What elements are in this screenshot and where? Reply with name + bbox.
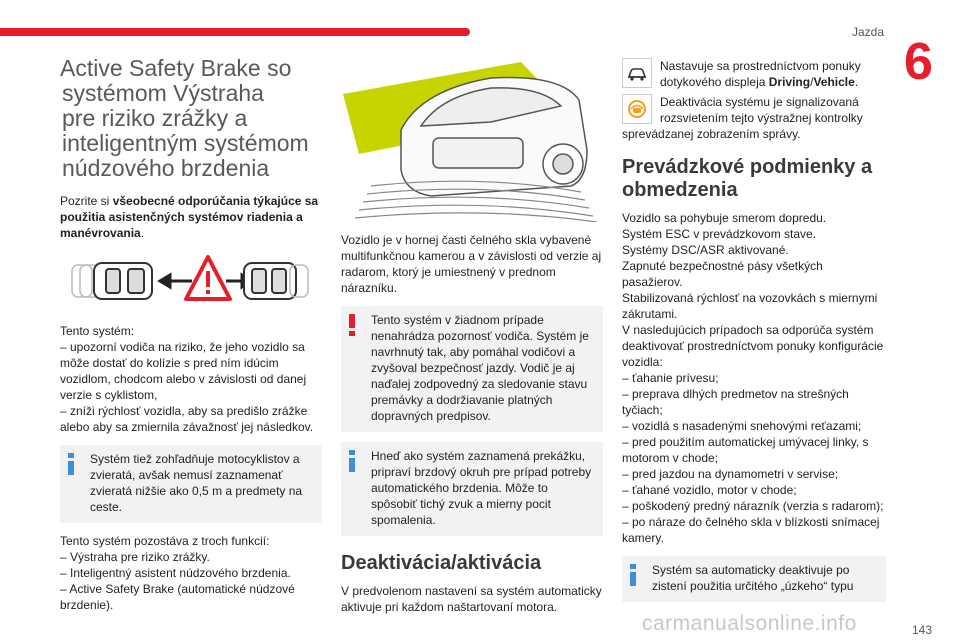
info-icon — [349, 450, 355, 472]
exclamation-icon — [349, 314, 355, 336]
collision-diagram — [68, 251, 314, 311]
title-line: núdzového brzdenia — [62, 155, 270, 181]
menu-vehicle: Vehicle — [813, 75, 855, 89]
title-line: Active Safety Brake so — [60, 55, 292, 81]
info-note: Hneď ako systém zaznamená prekážku, pripraví brzdový okruh pre prípad potreby automatického brzdenia. Môže to spôsobiť tichý zvuk a mierny pocit spomalenia. — [341, 442, 603, 536]
warning-note: Tento systém v žiadnom prípade nenahrádza pozornosť vodiča. Systém je navrhnutý tak, aby pomáhal vodičovi a zvyšoval bezpečnosť jazdy. Vodič je aj naďalej zodpovedný za sledovanie stavu premávky a dodržiavanie platných dopravných predpisov. — [341, 306, 603, 432]
conditions-list: Vozidlo sa pohybuje smerom dopredu. Systém ESC v prevádzkovom stave. Systémy DSC/ASR aktivované. Zapnuté bezpečnostné pásy všetkých pasažierov. Stabilizovaná rýchlosť na vozovkách s miernymi zákrutami. V nasledujúcich prípadoch sa odporúča systém deaktivovať prostredníctvom ponuky konfigurácie vozidla: – ťahanie prívesu; – preprava dlhých predmetov na strešných tyčiach; – vozidlá s nasadenými snehovými reťazami; – pred použitím automatickej umývacej linky, s motorom v chode; – pred jazdou na dynamometri v servise; – ťahané vozidlo, motor v chode; – poškodený predný nárazník (verzia s radarom); – po náraze do čelného skla v blízkosti snímacej kamery. — [622, 211, 884, 545]
section-heading: Prevádzkové podmienky a obmedzenia — [622, 156, 873, 201]
chapter-title: Jazda — [852, 25, 885, 39]
double-arrow-icon — [160, 275, 192, 287]
title-line: systémom Výstraha — [62, 80, 264, 106]
system-description: Tento systém: – upozorní vodiča na riziko, že jeho vozidlo sa môže dostať do kolízie s pred ním idúcim vozidlom, chodcom alebo v závislosti od danej verzie s cyklistom, – zníži rýchlosť vozidla, aby sa predišlo zrážke alebo aby sa zmiernila závažnosť jej následkov. — [60, 324, 314, 434]
car-radar-illustration — [341, 60, 603, 222]
section-title — [60, 56, 322, 181]
functions-list: Tento systém pozostáva z troch funkcií: – Výstraha pre riziko zrážky. – Inteligentný asistent núdzového brzdenia. – Active Safety Brake (automatické núdzové brzdenie). — [60, 534, 295, 612]
info-icon — [68, 453, 74, 475]
info-icon — [630, 564, 636, 586]
column-2 — [341, 60, 603, 615]
deactivation-paragraph: V predvolenom nastavení sa systém automaticky aktivuje pri každom naštartovaní motora. — [341, 584, 602, 614]
menu-driving: Driving — [768, 75, 811, 89]
settings-row: Nastavuje sa prostredníctvom ponuky dotykového displeja Driving/Vehicle. — [622, 58, 886, 92]
info-note: Systém sa automaticky deaktivuje po zistení použitia určitého „úzkeho“ typu — [622, 556, 886, 602]
title-line: inteligentným systémom — [62, 130, 309, 156]
section-heading: Deaktivácia/aktivácia — [341, 552, 542, 574]
warning-triangle-icon — [186, 257, 230, 299]
front-car-icon — [244, 263, 296, 299]
deactivation-row: Deaktivácia systému je signalizovaná rozsvietením tejto výstražnej kontrolky sprevádzanej zobrazením správy. — [622, 95, 863, 141]
page-number: 143 — [912, 623, 933, 637]
watermark: carmanualsonline.info — [642, 612, 857, 635]
collision-warning-lamp-icon — [622, 94, 652, 124]
own-car-icon — [94, 263, 152, 299]
cross-reference-link[interactable]: všeobecné odporúčania týkajúce sa použitia asistenčných systémov riadenia a manévrovania — [60, 194, 319, 240]
car-settings-icon — [622, 58, 652, 88]
info-note: Systém tiež zohľadňuje motocyklistov a zvieratá, avšak nemusí zaznamenať zvieratá nižšie ako 0,5 m a predmety na ceste. — [60, 445, 322, 523]
camera-paragraph: Vozidlo je v hornej časti čelného skla vybavené multifunkčnou kamerou a v závislosti od verzie aj radarom, ktorý je umiestnený v prednom nárazníku. — [341, 233, 602, 295]
title-line: pre riziko zrážky a — [62, 105, 248, 131]
intro-paragraph: Pozrite si všeobecné odporúčania týkajúce sa použitia asistenčných systémov riadenia a manévrovania. — [60, 194, 319, 240]
column-3 — [622, 58, 886, 612]
chapter-color-bar — [0, 28, 470, 36]
column-1 — [60, 56, 322, 613]
chapter-number: 6 — [904, 33, 933, 91]
